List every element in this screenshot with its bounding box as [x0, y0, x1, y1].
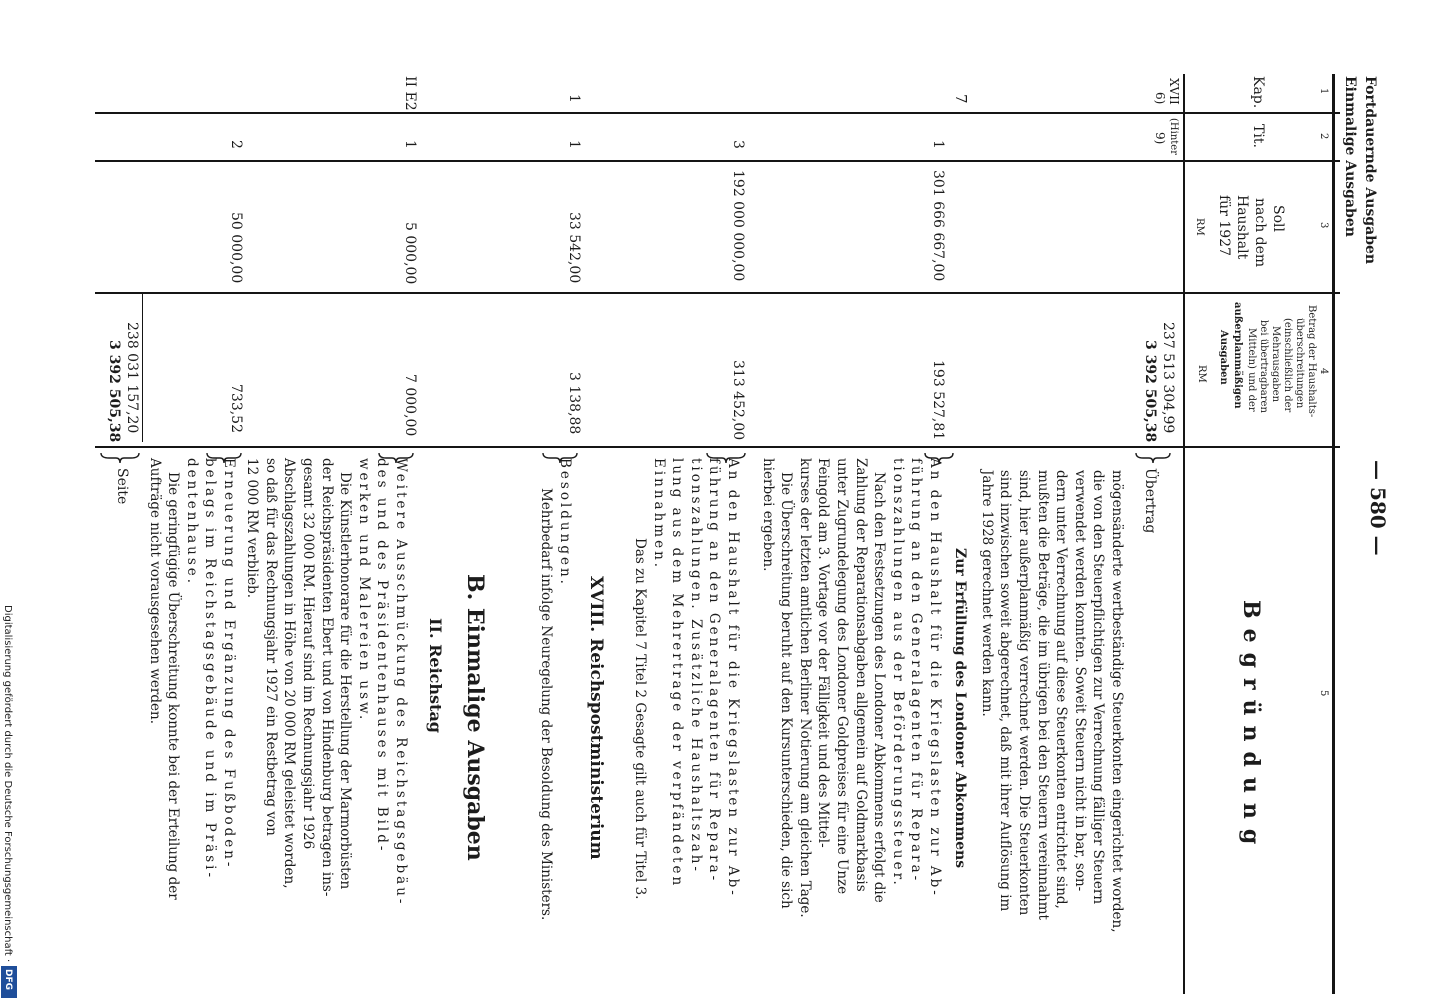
text-line: belags im Reichstagsgebäude und im Präsi-	[202, 458, 219, 881]
text-line: führung an den Generalagenten für Repara-	[706, 458, 723, 884]
text-line: die von den Steuerpflichtigen zur Verrechnung fälliger Steuern	[1090, 470, 1107, 905]
header-tit: Tit.	[1250, 124, 1266, 148]
text-line: Nach den Festsetzungen des Londoner Abkommens erfolgt die	[871, 472, 888, 903]
text-line: Einnahmen.	[650, 458, 667, 571]
header-betrag-4: Mehrausgaben	[1270, 326, 1281, 403]
row3-tit: 3	[730, 140, 746, 149]
text-line: unter Zugrundelegung des Londoner Goldpreises für eine Unze	[834, 458, 851, 895]
text-line: gesamt 32 000 RM. Hierauf sind im Rechnungsjahr 1926	[300, 458, 317, 850]
header-betrag-7: außerplanmäßigen	[1232, 302, 1243, 409]
brace-total	[100, 450, 140, 464]
heading-reichspost: XVIII. Reichspostministerium	[586, 576, 606, 860]
brace-icon	[1135, 451, 1171, 465]
col-number-1: 1	[1318, 88, 1329, 95]
col-rule-2	[95, 160, 1340, 162]
col-number-2: 2	[1318, 133, 1329, 140]
header-soll-1: Soll	[1270, 205, 1286, 232]
header-soll-2: nach dem	[1252, 198, 1268, 268]
header-betrag-3: (einschließlich der	[1282, 318, 1293, 413]
row1-betrag2: 3 392 505,38	[1142, 340, 1158, 443]
col-number-3: 3	[1318, 222, 1329, 229]
row4-betrag: 3 138,88	[566, 372, 582, 435]
header-soll-3: Haushalt	[1234, 195, 1250, 260]
top-rule	[1332, 74, 1335, 994]
header-betrag-2: überschreitungen	[1294, 318, 1305, 409]
text-p5	[243, 458, 410, 938]
text-line: Zahlung der Reparationsabgaben allgemein auf Goldmarkbasis	[852, 458, 869, 892]
heading-london: Zur Erfüllung des Londoner Abkommens	[952, 548, 968, 869]
text-line: der Reichspräsidenten Ebert und von Hindenburg betragen ins-	[318, 458, 335, 897]
col-number-4: 4	[1318, 368, 1329, 375]
col-number-5: 5	[1318, 690, 1329, 697]
row5-soll: 5 000,00	[402, 222, 418, 285]
header-rule	[1183, 74, 1185, 994]
header-betrag-8: Ausgaben	[1218, 330, 1229, 385]
running-title-2: Einmalige Ausgaben	[1342, 76, 1358, 237]
row2-soll: 301 666 667,00	[930, 170, 946, 282]
brace-1	[1135, 450, 1171, 464]
total-label: Seite	[114, 468, 130, 505]
row6-tit: 2	[228, 140, 244, 149]
text-line: sind inzwischen soweit abgerechnet, daß mit ihrer Auflösung im	[997, 470, 1014, 912]
text-line: An den Haushalt für die Kriegslasten zur Ab-	[927, 458, 943, 898]
text-line: Jahre 1928 gerechnet werden kann.	[978, 470, 995, 717]
dfg-logo	[1, 966, 17, 998]
text-line: Die Künstlerhonorare für die Herstellung der Marmorbüsten	[337, 472, 354, 890]
text-line: Die Überschreitung beruht auf den Kursunterschieden, die sich	[778, 472, 795, 909]
header-betrag-5: bei übertragbaren	[1258, 320, 1269, 413]
header-soll-unit: RM	[1194, 218, 1205, 236]
row3-soll: 192 000 000,00	[730, 170, 746, 282]
row5-kap: II E2	[402, 76, 418, 111]
row1-tit: (Hinter	[1168, 118, 1179, 155]
text-line: mußten die Beträge, die im übrigen bei den Steuern vereinnahmt	[1034, 470, 1051, 920]
header-betrag-6: Mitteln) und der	[1246, 328, 1257, 412]
row2-kap: 7	[952, 94, 970, 104]
text-line: tionszahlungen aus der Beförderungssteuer.	[889, 458, 906, 888]
text-p1	[977, 470, 1126, 940]
heading-reichstag: II. Reichstag	[426, 618, 445, 733]
row4-tit: 1	[566, 140, 582, 149]
row1-kap2: 6)	[1153, 92, 1167, 105]
text-line: dentenhause.	[183, 458, 200, 587]
text-line: mögensänderte wertbeständige Steuerkonten eingerichtet worden,	[1109, 470, 1125, 933]
text-line: sind, hier außerplanmäßig verrechnet werden. Die Steuerkonten	[1016, 470, 1033, 916]
text-line: dern unter Verrechnung auf diese Steuerkonten entrichtet sind,	[1053, 470, 1070, 909]
text-line: Mehrbedarf infolge Neuregelung der Besoldung des Ministers.	[538, 488, 555, 921]
row1-betrag: 237 513 304,99	[1160, 322, 1176, 434]
text-line: Weitere Ausschmückung des Reichstagsgebäu-	[393, 458, 409, 907]
running-title-1: Fortdauernde Ausgaben	[1362, 76, 1378, 265]
text-line: lung aus dem Mehrertrage der verpfändeten	[669, 458, 686, 889]
text-line: tionszahlungen. Zusätzliche Haushaltszah-	[687, 458, 704, 874]
text-p3	[630, 458, 742, 938]
text-line: An den Haushalt für die Kriegslasten zur Ab-	[725, 458, 741, 898]
text-line: führung an den Generalagenten für Repara-	[908, 458, 925, 884]
sum-rule	[142, 292, 143, 442]
text-line: Aufträge nicht vorausgesehen werden.	[146, 458, 163, 724]
row4-soll: 33 542,00	[566, 212, 582, 284]
heading-einmalige: B. Einmalige Ausgaben	[462, 574, 488, 861]
col-rule-4	[95, 446, 1340, 448]
page-number: — 580 —	[1366, 460, 1390, 556]
row4-kap: 1	[566, 94, 582, 103]
text-line: Erneuerung und Ergänzung des Fußboden-	[221, 458, 237, 870]
text-line: Die geringfügige Überschreitung konnte bei der Erteilung der	[165, 472, 182, 900]
row2-tit: 1	[930, 140, 946, 149]
text-line: Besoldungen.	[557, 458, 573, 587]
total-betrag2: 3 392 505,38	[106, 340, 122, 443]
text-line: hierbei ergeben.	[759, 458, 776, 572]
text-p6	[145, 458, 238, 938]
text-line: des und des Präsidentenhauses mit Bild-	[374, 458, 391, 854]
row1-kap: XVII	[1167, 78, 1181, 105]
text-line: Das zu Kapitel 7 Titel 2 Gesagte gilt auch für Titel 3.	[632, 538, 649, 900]
header-soll-4: für 1927	[1216, 195, 1232, 256]
row6-soll: 50 000,00	[228, 212, 244, 284]
brace-icon	[100, 451, 140, 465]
row5-betrag: 7 000,00	[402, 374, 418, 437]
text-line: verwendet werden konnten. Soweit Steuern nicht in bar, son-	[1071, 470, 1088, 892]
total-betrag: 238 031 157,20	[124, 322, 140, 434]
row2-betrag: 193 527,81	[930, 360, 946, 441]
text-line: so daß für das Rechnungsjahr 1927 ein Restbetrag von	[262, 458, 279, 836]
header-begruendung: Begründung	[1238, 600, 1264, 855]
dfg-logo-text: DFG	[3, 969, 13, 991]
text-line: werken und Malereien usw.	[355, 458, 372, 723]
header-betrag-1: Betrag der Haushalts-	[1306, 305, 1317, 418]
col-rule-3	[95, 292, 1340, 294]
col-rule-1	[95, 112, 1340, 114]
text-line: 12 000 RM verblieb.	[244, 458, 261, 599]
text-p4	[537, 458, 574, 938]
header-betrag-unit: RM	[1196, 365, 1207, 383]
text-p2	[758, 458, 944, 938]
uebertrag-label: Übertrag	[1142, 468, 1158, 534]
row1-tit2: 9)	[1153, 132, 1167, 145]
header-kap: Kap.	[1250, 76, 1266, 109]
text-line: Abschlagszahlungen in Höhe von 20 000 RM geleistet worden,	[281, 458, 298, 889]
row5-tit: 1	[402, 140, 418, 149]
text-line: Feingold am 3. Vortage vor der Fälligkeit und des Mittel-	[815, 458, 832, 848]
row6-betrag: 733,52	[228, 384, 244, 433]
text-line: kurses der letzten amtlichen Berliner Notierung am gleichen Tage.	[796, 458, 813, 918]
digitization-credit: Digitalisierung gefördert durch die Deutsche Forschungsgemeinschaft ·	[2, 605, 13, 963]
row3-betrag: 313 452,00	[730, 360, 746, 441]
